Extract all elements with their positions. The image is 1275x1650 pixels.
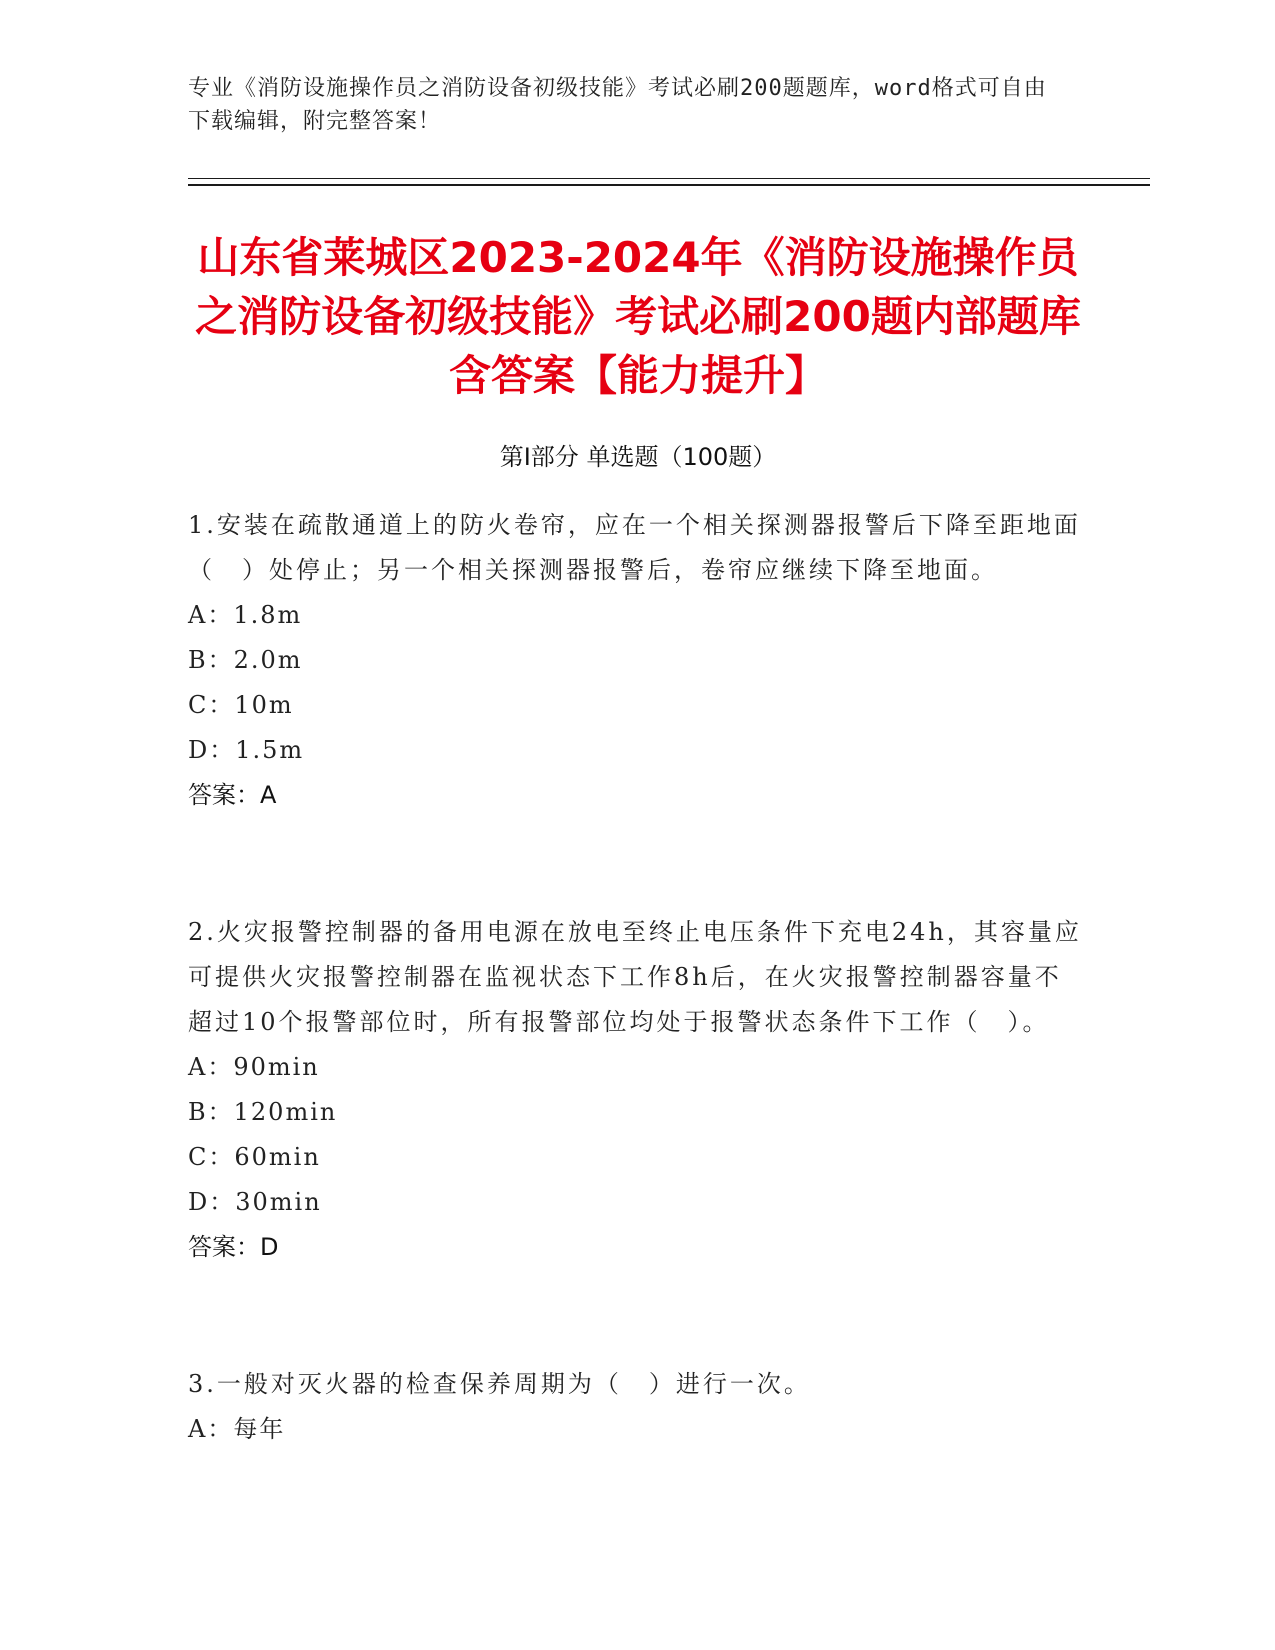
answer: 答案：A <box>188 781 277 809</box>
question-stem: 1.安装在疏散通道上的防火卷帘，应在一个相关探测器报警后下降至距地面（ ）处停止；另一个相关探测器报警后，卷帘应继续下降至地面。 <box>188 511 1081 584</box>
option-d: D：30min <box>188 1188 322 1216</box>
header-divider-thin <box>188 178 1150 179</box>
question-2 <box>188 910 1088 1270</box>
header-note: 专业《消防设施操作员之消防设备初级技能》考试必刷200题题库，word格式可自由下载编辑，附完整答案！ <box>188 76 1047 134</box>
document-title: 山东省莱城区2023-2024年《消防设施操作员之消防设备初级技能》考试必刷200题内部题库含答案【能力提升】 <box>195 233 1081 400</box>
option-b: B：120min <box>188 1098 338 1126</box>
option-a: A：1.8m <box>188 601 303 629</box>
question-3 <box>188 1362 1088 1452</box>
question-1 <box>188 503 1088 818</box>
answer: 答案：D <box>188 1233 279 1261</box>
option-a: A：90min <box>188 1053 320 1081</box>
header-divider-thick <box>188 184 1150 186</box>
option-c: C：60min <box>188 1143 321 1171</box>
section-title: 第I部分 单选题（100题） <box>499 443 777 471</box>
option-a: A：每年 <box>188 1415 286 1443</box>
option-d: D：1.5m <box>188 736 305 764</box>
question-stem: 2.火灾报警控制器的备用电源在放电至终止电压条件下充电24h，其容量应可提供火灾报警控制器在监视状态下工作8h后，在火灾报警控制器容量不超过10个报警部位时，所有报警部位均处于报警状态条件下工作（ ）。 <box>188 918 1082 1036</box>
question-stem: 3.一般对灭火器的检查保养周期为（ ）进行一次。 <box>188 1370 811 1398</box>
option-c: C：10m <box>188 691 294 719</box>
option-b: B：2.0m <box>188 646 303 674</box>
